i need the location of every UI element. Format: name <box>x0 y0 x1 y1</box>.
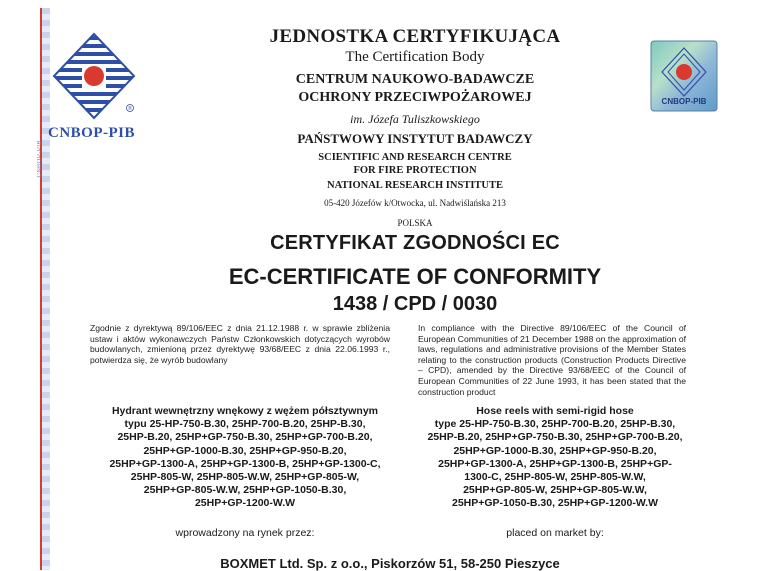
institute-name-en: NATIONAL RESEARCH INSTITUTE <box>326 180 504 191</box>
product-description-en <box>410 405 700 511</box>
product-line: 25HP+GP-1300-A, 25HP+GP-1300-B, 25HP+GP- <box>438 457 672 470</box>
product-line: 25HP+GP-1200-W.W <box>194 497 296 510</box>
cnbop-logo <box>52 30 136 122</box>
address: 05-420 Józefów k/Otwocka, ul. Nadwiślańska 213 <box>324 198 506 208</box>
scientific-centre-line-2: FOR FIRE PROTECTION <box>353 165 477 176</box>
decorative-border-strip <box>40 8 50 570</box>
product-description-pl <box>85 405 405 511</box>
country: POLSKA <box>397 218 433 228</box>
product-line: 25HP+GP-805-W.W, 25HP+GP-1050-B.30, <box>143 484 347 497</box>
margin-watermark-text: CNBOP-PIB <box>37 140 43 178</box>
product-line: 25HP+GP-1000-B.30, 25HP+GP-950-B.20, <box>453 444 657 457</box>
manufacturer-name: BOXMET Ltd. Sp. z o.o., Piskorzów 51, 58-250 Pieszyce <box>220 556 560 571</box>
centre-name-line-2: OCHRONY PRZECIWPOŻAROWEJ <box>298 90 532 105</box>
product-line: typu 25-HP-750-B.30, 25HP-700-B.20, 25HP-B.30, <box>124 418 366 431</box>
hologram-caption: CNBOP-PIB <box>661 97 707 106</box>
product-line: 25HP-B.20, 25HP+GP-750-B.30, 25HP+GP-700-B.20, <box>427 431 683 444</box>
product-line: 25HP+GP-1000-B.30, 25HP+GP-950-B.20, <box>143 444 347 457</box>
logo-caption: CNBOP-PIB <box>48 125 135 141</box>
certificate-number: 1438 / CPD / 0030 <box>332 293 498 315</box>
registered-mark: ® <box>128 106 132 112</box>
product-line: 25HP-B.20, 25HP+GP-750-B.30, 25HP+GP-700-B.20, <box>117 431 373 444</box>
institute-name-pl: PAŃSTWOWY INSTYTUT BADAWCZY <box>297 131 533 146</box>
product-line: 25HP-805-W, 25HP-805-W.W, 25HP+GP-805-W, <box>130 471 360 484</box>
certification-body-title-en: The Certification Body <box>345 49 485 65</box>
certificate-title-pl: CERTYFIKAT ZGODNOŚCI EC <box>270 232 560 254</box>
product-line: 25HP+GP-805-W, 25HP+GP-805-W.W, <box>463 484 647 497</box>
product-line: Hydrant wewnętrzny wnękowy z wężem półsztywnym <box>111 405 379 417</box>
scientific-centre-line-1: SCIENTIFIC AND RESEARCH CENTRE <box>318 152 512 163</box>
certification-body-title-pl: JEDNOSTKA CERTYFIKUJĄCA <box>269 26 561 47</box>
product-line: Hose reels with semi-rigid hose <box>476 405 634 417</box>
product-line: 25HP+GP-1300-A, 25HP+GP-1300-B, 25HP+GP-1300-C, <box>109 457 381 470</box>
compliance-statement-en: In compliance with the Directive 89/106/EEC of the Council of European Communities of 21 December 1988 on the approximation of laws, regulations and administrative provisions of the Member States relating to the construction products (Construction Products Directive – CPD), amended by the Directive 93/68/EEC of the Council of European Communities of 22 June 1993, it has been stated that the construction product <box>418 323 686 397</box>
named-after: im. Józefa Tuliszkowskiego <box>350 112 480 126</box>
placed-on-market-en: placed on market by: <box>506 527 604 539</box>
centre-name-line-1: CENTRUM NAUKOWO-BADAWCZE <box>295 72 535 87</box>
product-line: 25HP+GP-1050-B.30, 25HP+GP-1200-W.W <box>451 497 658 510</box>
compliance-statement-pl: Zgodnie z dyrektywą 89/106/EEC z dnia 21.12.1988 r. w sprawie zbliżenia ustaw i aktów wykonawczych Państw Członkowskich dotyczących wyrobów budowlanych, zmienioną przez dyrektywę 93/68/EEC z dnia 22.06.1993 r., potwierdza się, że wyrób budowlany <box>90 323 390 365</box>
product-line: 1300-C, 25HP-805-W, 25HP-805-W.W, <box>464 471 646 484</box>
product-line: type 25-HP-750-B.30, 25HP-700-B.20, 25HP-B.30, <box>434 418 676 431</box>
placed-on-market-pl: wprowadzony na rynek przez: <box>175 527 315 539</box>
certificate-title-en: EC-CERTIFICATE OF CONFORMITY <box>228 264 602 289</box>
